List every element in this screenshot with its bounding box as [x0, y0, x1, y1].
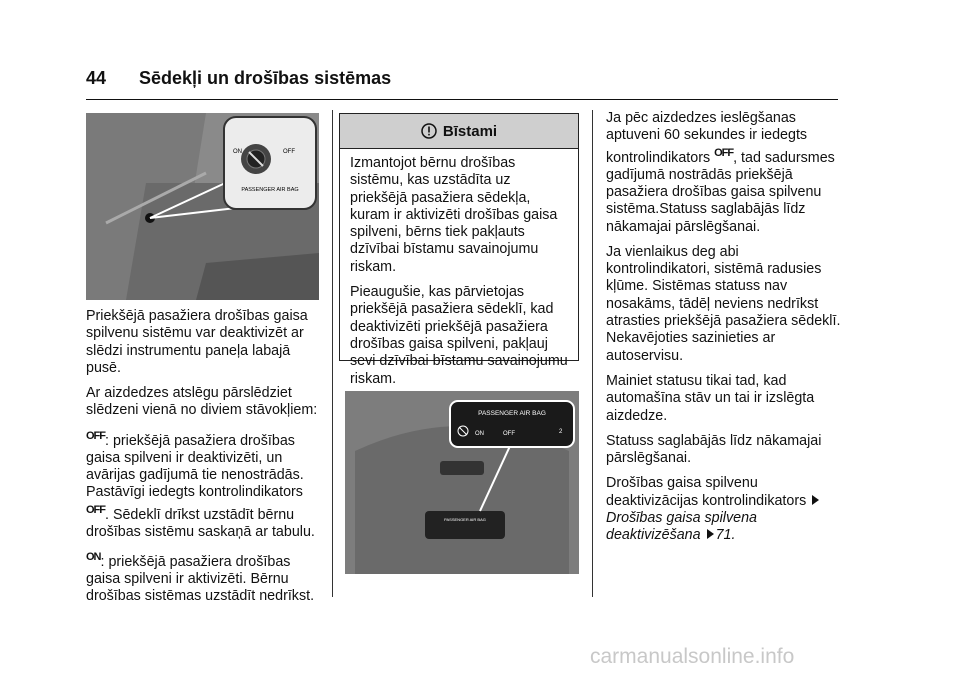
paragraph: Ar aizdedzes atslēgu pārslēdziet slēdzeni vienā no diviem stāvokļiem: [86, 385, 318, 419]
on-label: ON [233, 149, 242, 155]
airbag-off-icon: OFF [714, 146, 734, 159]
small-panel-label: PASSENGER AIR BAG [444, 517, 486, 522]
paragraph: Statuss saglabājās līdz nākamajai pārslēgšanai. [606, 432, 822, 467]
text: . Sēdeklī drīkst uzstādīt bērnu drošības sistēmu saskaņā ar tabulu. [86, 506, 315, 540]
warning-paragraph: Izmantojot bērnu drošības sistēmu, kas uzstādīta uz priekšējā pasažiera sēdekļa, kuram ir aktivizēti drošības gaisa spilveni, bērns tiek pakļauts dzīvībai bīstamu savainojumu riskam. [350, 155, 558, 275]
warning-paragraph: Pieaugušie, kas pārvietojas priekšējā pasažiera sēdeklī, kad deaktivizēti priekšējā pasažiera drošības gaisa spilveni, pakļauj sevi dzīvībai bīstamu savainojumu riskam. [350, 284, 568, 387]
paragraph-on [86, 549, 326, 606]
watermark: carmanualsonline.info [590, 645, 795, 668]
off-label: OFF [283, 149, 295, 155]
warning-icon [421, 123, 437, 139]
cross-reference-arrow-icon [812, 495, 819, 505]
indicator-panel-figure [345, 391, 579, 574]
airbag-off-icon: OFF [86, 503, 105, 516]
paragraph: Ja vienlaikus deg abi kontrolindikatori, sistēmā radusies kļūme. Sistēmas statuss nav nosakāms, tādēļ neviens nedrīkst atrasties priekšējā pasažiera sēdeklī. Nekavējoties sazinieties ar autoservisu. [606, 243, 841, 364]
left-column [86, 308, 326, 614]
switch-airbag-label: PASSENGER AIR BAG [241, 187, 299, 193]
column-divider-2 [592, 110, 593, 597]
text: : priekšējā pasažiera drošības gaisa spilveni ir aktivizēti. Bērnu drošības sistēmas uzstādīt nedrīkst. [86, 553, 315, 605]
panel-off-label: OFF [503, 431, 515, 437]
panel-two-label: 2 [559, 429, 563, 435]
section-title: Sēdekļi un drošības sistēmas [139, 68, 392, 88]
warning-title: Bīstami [442, 122, 498, 140]
paragraph: Mainiet statusu tikai tad, kad automašīna stāv un tai ir izslēgta aizdedze. [606, 372, 815, 424]
paragraph [606, 475, 846, 544]
panel-on-label: ON [475, 431, 484, 437]
header-divider [86, 99, 838, 100]
page-number: 44 [86, 68, 107, 88]
page-reference-arrow-icon [707, 529, 714, 539]
airbag-switch-figure [86, 113, 319, 300]
text: , tad sadursmes gadījumā nostrādās priekšējā pasažiera drošības gaisa spilvenu sistēma.Statuss saglabājās līdz nākamajai pārslēgšanai. [606, 149, 835, 235]
panel-airbag-label: PASSENGER AIR BAG [478, 410, 546, 417]
page-reference[interactable]: 71. [715, 527, 736, 544]
warning-box [339, 113, 579, 387]
paragraph: Priekšējā pasažiera drošības gaisa spilvenu sistēmu var deaktivizēt ar slēdzi instrumentu paneļa labajā pusē. [86, 308, 308, 376]
warning-header [340, 114, 578, 149]
text: Drošības gaisa spilvenu deaktivizācijas kontrolindikators [606, 475, 807, 509]
paragraph-off [86, 428, 326, 541]
airbag-on-icon: ON [86, 551, 101, 564]
text: : priekšējā pasažiera drošības gaisa spilveni ir deaktivizēti, un avārijas gadījumā tie nenostrādās. Pastāvīgi iedegts kontrolindikators [86, 432, 304, 501]
column-divider-1 [332, 110, 333, 597]
right-column [606, 110, 846, 553]
text: Ja pēc aizdedzes ieslēgšanas aptuveni 60 sekundes ir iedegts kontrolindikators [606, 110, 808, 166]
airbag-off-icon: OFF [86, 429, 105, 442]
cross-reference-link[interactable]: Drošības gaisa spilvena deaktivizēšana [606, 510, 757, 544]
page-header [86, 68, 391, 89]
paragraph [606, 110, 846, 236]
